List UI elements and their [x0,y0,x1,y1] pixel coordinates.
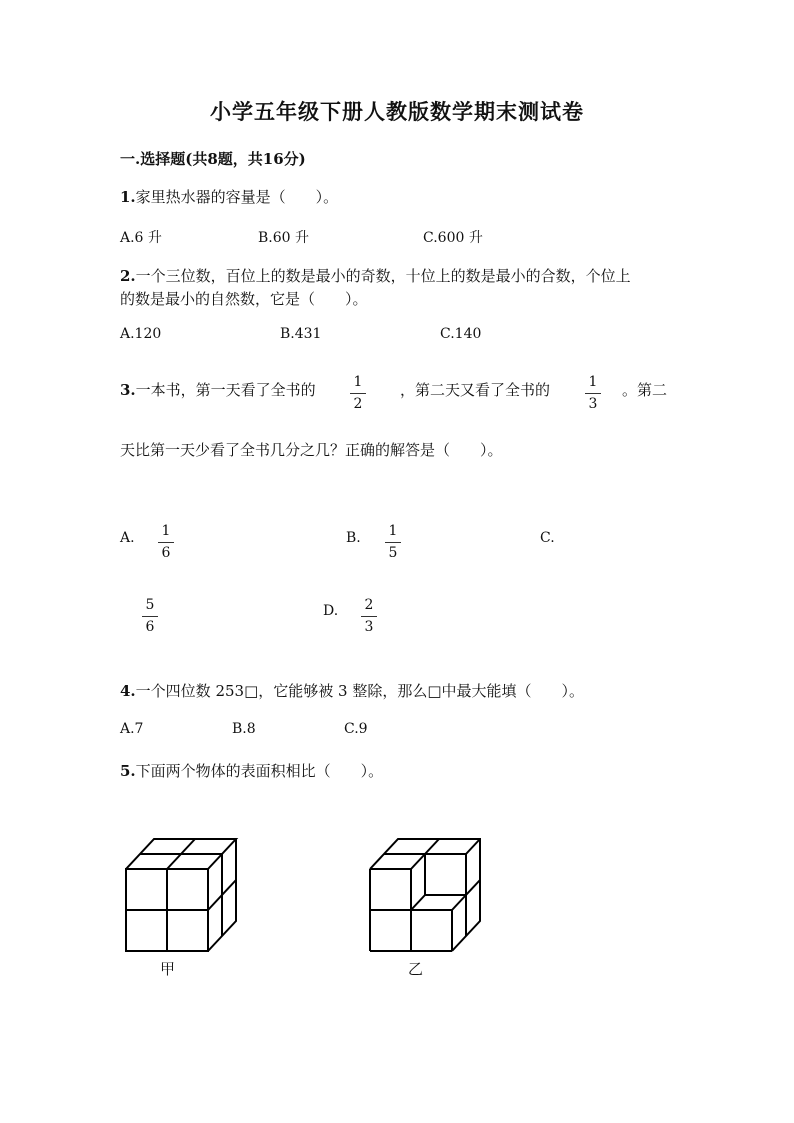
question-2-line-1 [120,265,631,286]
fraction-denominator: 5 [388,545,398,561]
fraction-bar [385,542,401,543]
q2-option-a[interactable]: A.120 [120,326,162,342]
q4-option-b[interactable]: B.8 [232,721,256,737]
q4-option-a[interactable]: A.7 [120,721,144,737]
fraction-denominator: 2 [353,396,363,412]
question-3-text-part-2: ，第二天又看了全书的 [400,381,551,399]
question-5-text: 下面两个物体的表面积相比（ ）。 [135,762,384,780]
q3-option-b-label[interactable]: B. [346,530,361,546]
q3-option-a-label[interactable]: A. [120,530,135,546]
question-3-text-line-2: 天比第一天少看了全书几分之几？正确的解答是（ ）。 [120,441,503,459]
fraction-numerator: 1 [588,374,598,390]
fraction-bar [585,393,601,394]
q3-option-b-fraction[interactable] [382,523,404,562]
q2-option-c[interactable]: C.140 [440,326,482,342]
q1-option-a[interactable]: A.6 升 [120,230,162,246]
question-5-number: 5. [120,762,136,780]
fraction-bar [158,542,174,543]
question-3-line-1 [120,379,316,400]
q3-option-c-label[interactable]: C. [540,530,555,546]
question-2-text-line-1: 一个三位数，百位上的数是最小的奇数，十位上的数是最小的合数，个位上 [135,267,631,285]
question-4-text: 一个四位数 253□，它能够被 3 整除，那么□中最大能填（ ）。 [135,682,584,700]
fraction-denominator: 3 [588,396,598,412]
question-5 [120,760,383,781]
question-1-text: 家里热水器的容量是（ ）。 [135,188,339,206]
q3-fraction-one-half [347,374,369,413]
q3-option-d-fraction[interactable] [358,597,380,636]
q1-option-c[interactable]: C.600 升 [423,230,483,246]
fraction-denominator: 3 [364,619,374,635]
fraction-denominator: 6 [161,545,171,561]
fraction-numerator: 1 [353,374,363,390]
q3-fraction-one-third [582,374,604,413]
q3-option-c-fraction[interactable] [139,597,161,636]
question-3-number: 3. [120,381,136,399]
question-1-number: 1. [120,188,136,206]
q2-option-b[interactable]: B.431 [280,326,322,342]
fraction-bar [350,393,366,394]
fraction-numerator: 1 [388,523,398,539]
figure-label-yi: 乙 [408,960,424,978]
cube-figure-yi [364,832,489,957]
fraction-denominator: 6 [145,619,155,635]
question-3-text-part-3: 。第二 [622,381,668,399]
fraction-numerator: 2 [364,597,374,613]
q1-option-b[interactable]: B.60 升 [258,230,310,246]
section-heading: 一.选择题(共8题，共16分) [120,150,306,168]
page-title: 小学五年级下册人教版数学期末测试卷 [210,99,584,124]
q3-option-a-fraction[interactable] [155,523,177,562]
fraction-numerator: 5 [145,597,155,613]
cube-figure-jia [120,832,245,957]
question-4-number: 4. [120,682,136,700]
question-2-number: 2. [120,267,136,285]
figure-label-jia: 甲 [160,960,176,978]
question-1 [120,186,338,207]
fraction-bar [361,616,377,617]
question-4 [120,680,584,701]
fraction-bar [142,616,158,617]
question-2-text-line-2: 的数是最小的自然数，它是（ ）。 [120,290,368,308]
fraction-numerator: 1 [161,523,171,539]
q4-option-c[interactable]: C.9 [344,721,368,737]
question-3-text-part-1: 一本书，第一天看了全书的 [135,381,316,399]
q3-option-d-label[interactable]: D. [323,603,339,619]
